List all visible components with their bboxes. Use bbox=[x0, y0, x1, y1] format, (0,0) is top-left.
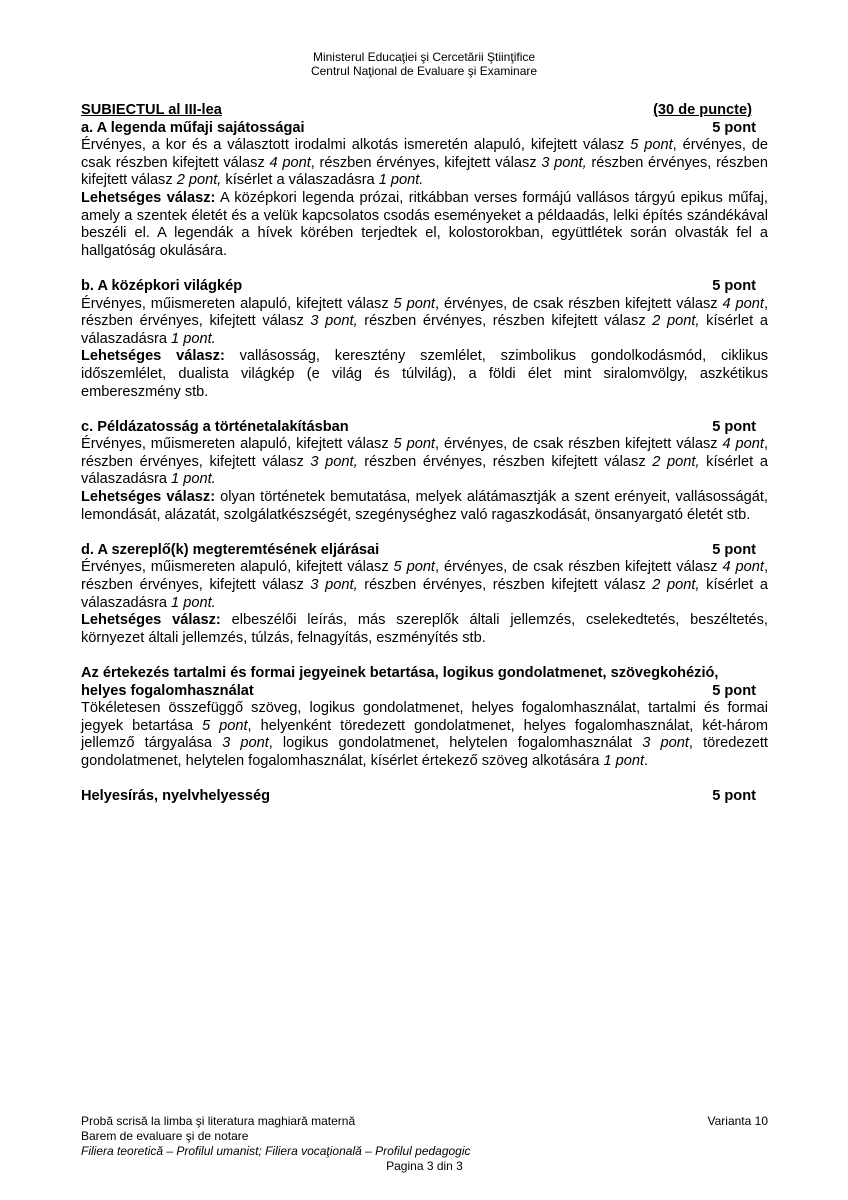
answer-text: A középkori legenda prózai, ritkábban verses formájú vallásos tárgyú epikus műfaj, amely a szentek életét és a velük kapcsolatos csodás eseményeket a példaadás, lelki építés szándékával beszéli el. A legendák a hívek körében terjedtek el, kolostorokban, együttlétek során olvasták fel a hallgatóság okulására. bbox=[81, 189, 768, 259]
center-name: Centrul Naţional de Evaluare şi Examinare bbox=[310, 64, 538, 78]
section-points: 5 pont bbox=[712, 418, 756, 435]
criteria-segment: kísérlet a válaszadásra bbox=[81, 577, 768, 611]
criteria-segment: kísérlet a válaszadásra bbox=[221, 172, 379, 189]
criteria-text bbox=[81, 137, 768, 190]
exam-name: Probă scrisă la limba şi literatura maghiară maternă bbox=[81, 1114, 356, 1128]
ministry-name: Ministerul Educaţiei şi Cercetării Ştiinţifice bbox=[312, 50, 536, 64]
section-d bbox=[81, 542, 768, 648]
possible-answer bbox=[81, 348, 768, 401]
answer-label: Lehetséges válasz: bbox=[81, 348, 225, 365]
page-footer bbox=[81, 1114, 768, 1174]
score-value: 5 pont bbox=[393, 559, 435, 576]
criteria-text bbox=[81, 700, 768, 770]
composition-title-line1: Az értekezés tartalmi és formai jegyeinek betartása, logikus gondolatmenet, szövegkohézió, bbox=[81, 665, 719, 681]
score-value: 4 pont bbox=[269, 154, 311, 171]
possible-answer bbox=[81, 190, 768, 260]
criteria-segment: kísérlet a válaszadásra bbox=[81, 453, 768, 488]
section-title bbox=[81, 120, 768, 138]
criteria-text bbox=[81, 559, 768, 612]
section-c bbox=[81, 419, 768, 525]
subject-title: SUBIECTUL al III-lea bbox=[81, 102, 222, 118]
score-value: 3 pont bbox=[222, 735, 269, 752]
score-value: 2 pont, bbox=[652, 313, 700, 330]
section-points: 5 pont bbox=[712, 277, 756, 294]
criteria-segment: Érvényes, műismereten alapuló, kifejtett válasz bbox=[81, 436, 394, 453]
section-points: 5 pont bbox=[712, 788, 756, 805]
score-value: 1 pont bbox=[603, 752, 645, 769]
score-value: 1 pont. bbox=[171, 471, 216, 488]
subject-heading bbox=[81, 102, 768, 120]
criteria-segment: , részben érvényes, kifejtett válasz bbox=[81, 436, 768, 470]
section-title bbox=[81, 683, 768, 701]
criteria-segment: , érvényes, de csak részben kifejtett válasz bbox=[434, 295, 723, 312]
section-points: 5 pont bbox=[712, 541, 756, 558]
criteria-segment: , érvényes, de csak részben kifejtett válasz bbox=[434, 436, 723, 453]
scoring-guide-label: Barem de evaluare şi de notare bbox=[81, 1129, 249, 1143]
possible-answer bbox=[81, 489, 768, 524]
criteria-segment: Tökéletesen összefüggő szöveg, logikus gondolatmenet, helyes fogalomhasználat, tartalmi és formai jegyek betartása bbox=[81, 700, 768, 734]
score-value: 3 pont, bbox=[310, 453, 358, 470]
page-header bbox=[0, 50, 848, 78]
page-number: Pagina 3 din 3 bbox=[386, 1159, 463, 1173]
criteria-segment: részben érvényes, részben kifejtett válasz bbox=[357, 313, 653, 330]
section-title bbox=[81, 419, 768, 437]
criteria-segment: , töredezett gondolatmenet, helytelen fogalomhasználat, kísérlet értekező szöveg alkotására bbox=[81, 735, 768, 769]
answer-label: Lehetséges válasz: bbox=[81, 489, 216, 506]
variant-label: Varianta 10 bbox=[707, 1114, 768, 1128]
section-composition bbox=[81, 665, 768, 771]
score-value: 3 pont, bbox=[541, 154, 587, 171]
criteria-segment: Érvényes, a kor és a választott irodalmi alkotás ismeretén alapuló, kifejtett válasz bbox=[81, 137, 631, 154]
criteria-segment: Érvényes, műismereten alapuló, kifejtett válasz bbox=[81, 295, 394, 312]
score-value: 5 pont bbox=[393, 295, 435, 312]
score-value: 4 pont bbox=[722, 436, 764, 453]
answer-text: elbeszélői leírás, más szereplők általi jellemzés, cselekedtetés, beszéltetés, környezet általi jellemzés, túlzás, felnagyítás, eszményítés stb. bbox=[81, 612, 768, 646]
score-value: 5 pont bbox=[393, 436, 435, 453]
spelling-title: Helyesírás, nyelvhelyesség bbox=[81, 788, 271, 805]
score-value: 3 pont, bbox=[310, 577, 358, 594]
criteria-segment: . bbox=[644, 752, 649, 769]
score-value: 2 pont, bbox=[652, 453, 700, 470]
answer-label: Lehetséges válasz: bbox=[81, 189, 216, 206]
criteria-text bbox=[81, 296, 768, 349]
section-title-text: d. A szereplő(k) megteremtésének eljárásai bbox=[81, 541, 380, 558]
track-profile: Filiera teoretică – Profilul umanist; Filiera vocaţională – Profilul pedagogic bbox=[81, 1144, 471, 1158]
score-value: 1 pont. bbox=[171, 330, 216, 347]
section-points: 5 pont bbox=[712, 682, 756, 699]
score-value: 3 pont bbox=[642, 735, 689, 752]
score-value: 2 pont, bbox=[176, 172, 222, 189]
score-value: 5 pont bbox=[202, 717, 248, 734]
score-value: 2 pont, bbox=[652, 577, 700, 594]
score-value: 5 pont bbox=[630, 137, 673, 154]
criteria-segment: , helyenként töredezett gondolatmenet, helyes fogalomhasználat, két-három jellemző tárgyalása bbox=[81, 717, 768, 752]
section-title bbox=[81, 542, 768, 560]
score-value: 3 pont, bbox=[310, 313, 358, 330]
criteria-segment: , részben érvényes, kifejtett válasz bbox=[81, 559, 768, 594]
criteria-segment: , részben érvényes, kifejtett válasz bbox=[81, 295, 768, 330]
possible-answer bbox=[81, 612, 768, 647]
answer-label: Lehetséges válasz: bbox=[81, 612, 221, 629]
composition-title-line2: helyes fogalomhasználat bbox=[81, 682, 254, 699]
section-a bbox=[81, 120, 768, 261]
score-value: 4 pont bbox=[722, 559, 764, 576]
section-points: 5 pont bbox=[712, 119, 756, 136]
document-body bbox=[81, 102, 768, 806]
criteria-segment: részben érvényes, részben kifejtett válasz bbox=[357, 577, 653, 594]
criteria-segment: Érvényes, műismereten alapuló, kifejtett válasz bbox=[81, 559, 394, 576]
section-title-text: c. Példázatosság a történetalakításban bbox=[81, 418, 349, 435]
answer-text: vallásosság, keresztény szemlélet, szimbolikus gondolkodásmód, ciklikus időszemlélet, dualista világkép (e világ és túlvilág), a földi élet mint siralomvölgy, aszkétikus embereszmény stb. bbox=[81, 348, 768, 400]
criteria-segment: , érvényes, de csak részben kifejtett válasz bbox=[81, 137, 769, 171]
criteria-segment: , logikus gondolatmenet, helytelen fogalomhasználat bbox=[268, 735, 643, 752]
criteria-segment: részben érvényes, részben kifejtett válasz bbox=[357, 453, 653, 470]
section-spelling bbox=[81, 788, 768, 806]
score-value: 1 pont. bbox=[171, 594, 216, 611]
section-title bbox=[81, 278, 768, 296]
score-value: 4 pont bbox=[722, 295, 764, 312]
section-title-text: a. A legenda műfaji sajátosságai bbox=[81, 119, 305, 136]
section-b bbox=[81, 278, 768, 401]
criteria-segment: , részben érvényes, kifejtett válasz bbox=[310, 154, 542, 171]
criteria-segment: részben érvényes, részben kifejtett válasz bbox=[81, 154, 768, 189]
criteria-segment: , érvényes, de csak részben kifejtett válasz bbox=[434, 559, 723, 576]
subject-points: (30 de puncte) bbox=[653, 102, 752, 118]
section-title-text: b. A középkori világkép bbox=[81, 277, 243, 294]
criteria-text bbox=[81, 436, 768, 489]
answer-text: olyan történetek bemutatása, melyek alátámasztják a szent erényeit, vallásosságát, lemondását, alázatát, szolgálatkészségét, szegénységhez való ragaszkodását, önsanyargató életét stb. bbox=[81, 489, 768, 523]
score-value: 1 pont. bbox=[378, 172, 424, 189]
criteria-segment: kísérlet a válaszadásra bbox=[81, 313, 768, 347]
